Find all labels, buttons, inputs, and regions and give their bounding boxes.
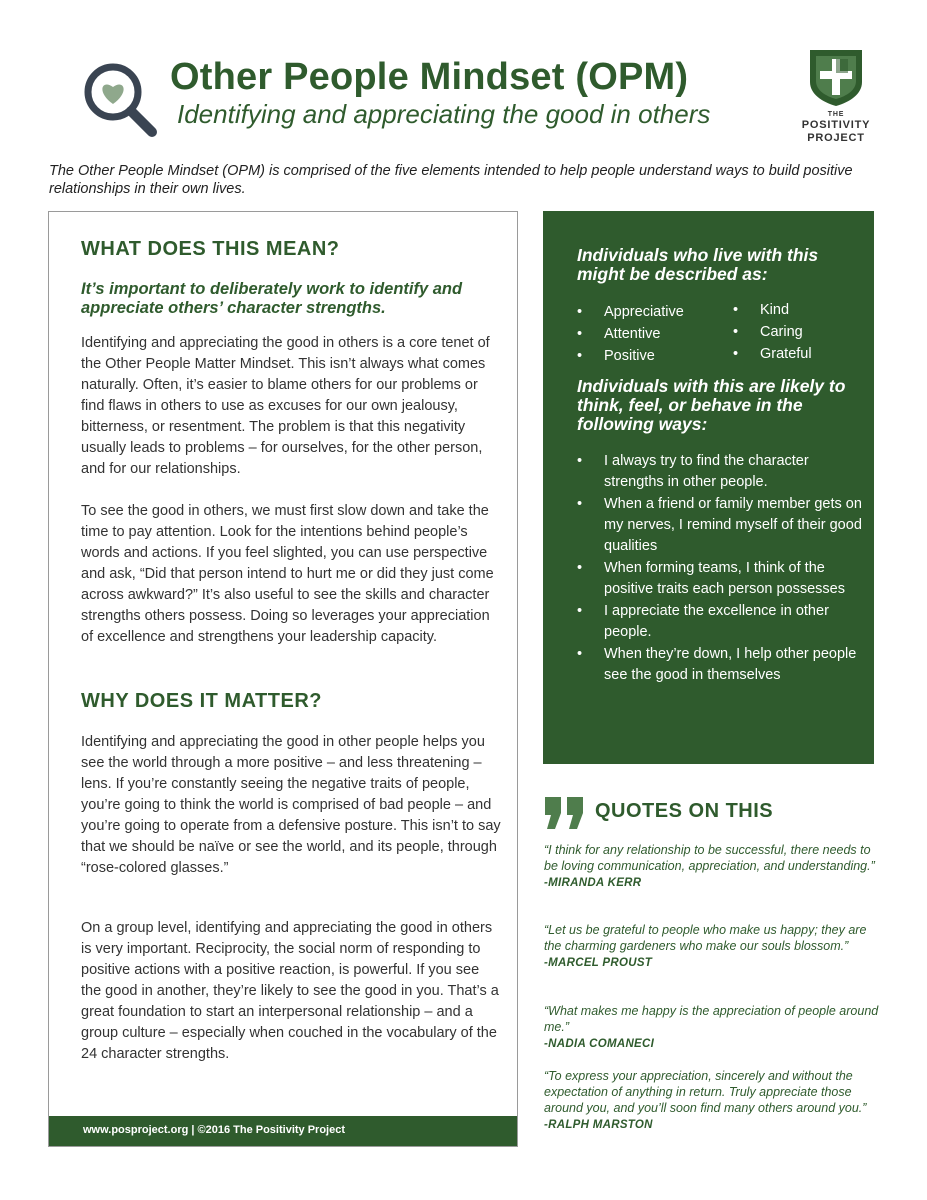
quote-item <box>544 1003 879 1052</box>
list-item: • Kind <box>733 299 812 321</box>
quote-author: -NADIA COMANECI <box>544 1038 655 1050</box>
quote-text: “To express your appreciation, sincerely and without the expectation of anything in return. Truly appreciate those around you, and you’ll soon find many others around you.” <box>544 1069 867 1115</box>
list-item: • When a friend or family member gets on my nerves, I remind myself of their good qualities <box>577 494 867 557</box>
logo-the: THE <box>827 111 845 118</box>
footer-text: www.posproject.org | ©2016 The Positivity Project <box>83 1124 346 1136</box>
traits-list-col2 <box>733 299 812 365</box>
paragraph-2: To see the good in others, we must first slow down and take the time to pay attention. Look for the intentions behind people’s words and actions. If you feel slighted, you can use perspective and ask, “Did that person intend to hurt me or did they just come across awkward?” It’s also useful to see the skills and character strengths others possess. Doing so leverages your appreciation of excellence and strengthens your leadership capacity. <box>81 503 494 645</box>
quote-item <box>544 1068 879 1133</box>
list-item: • When they’re down, I help other people see the good in themselves <box>577 644 867 686</box>
positivity-project-logo <box>790 46 882 152</box>
left-panel <box>48 211 518 1147</box>
list-item: • When forming teams, I think of the positive traits each person possesses <box>577 558 867 600</box>
list-item: • Appreciative <box>577 301 684 323</box>
list-item: • Attentive <box>577 323 684 345</box>
quotes-heading: QUOTES ON THIS <box>595 800 774 822</box>
quote-text: “I think for any relationship to be successful, there needs to be loving communication, appreciation, and understanding.” <box>544 843 875 873</box>
page-subtitle: Identifying and appreciating the good in others <box>177 99 711 129</box>
page-title: Other People Mindset (OPM) <box>170 56 689 98</box>
intro-text: The Other People Mindset (OPM) is comprised of the five elements intended to help people understand ways to build positive relationships in their own lives. <box>49 163 853 197</box>
quote-author: -MIRANDA KERR <box>544 877 642 889</box>
list-item: • I always try to find the character strengths in other people. <box>577 451 867 493</box>
logo-wordmark <box>790 110 882 145</box>
quote-text: “Let us be grateful to people who make us happy; they are the charming gardeners who make our souls blossom.” <box>544 923 867 953</box>
paragraph-3: Identifying and appreciating the good in other people helps you see the world through a more positive – and less threatening – lens. If you’re constantly seeing the negative traits of people, you’re going to think the world is comprised of bad people – and you’re going to operate from a defensive posture. This isn’t to say that we should be naïve or see the world, and its people, through “rose-colored glasses.” <box>81 734 501 876</box>
quote-item <box>544 842 879 891</box>
logo-line1: POSITIVITY <box>801 119 871 131</box>
quote-marks-icon <box>543 795 587 831</box>
quote-author: -RALPH MARSTON <box>544 1119 653 1131</box>
why-heading: WHY DOES IT MATTER? <box>81 690 322 712</box>
behaviors-list <box>577 451 867 687</box>
list-item: • Grateful <box>733 343 812 365</box>
quote-item <box>544 922 879 971</box>
footer-bar <box>49 1116 517 1146</box>
traits-list-col1 <box>577 301 684 367</box>
paragraph-4: On a group level, identifying and appreciating the good in others is very important. Reciprocity, the social norm of responding to positive actions with a positive reaction, is powerful. If you see the good in another, they’re likely to see the good in you. That’s a great foundation to start an interpersonal relationship – and a group culture – especially when couched in the vocabulary of the 24 character strengths. <box>81 920 499 1062</box>
list-item: • I appreciate the excellence in other people. <box>577 601 867 643</box>
logo-line2: PROJECT <box>807 132 865 144</box>
traits-heading: Individuals who live with this might be described as: <box>577 245 819 284</box>
lead-statement: It’s important to deliberately work to identify and appreciate others’ character strengths. <box>81 280 463 317</box>
paragraph-1: Identifying and appreciating the good in others is a core tenet of the Other People Matter Mindset. This isn’t always what comes naturally. Often, it’s easier to blame others for our problems or find flaws in others to use as excuses for our own jealousy, bitterness, or resentment. The problem is that this negativity usually leads to problems – for ourselves, for the other person, and for our relationships. <box>81 335 490 477</box>
magnifier-heart-icon <box>80 60 160 140</box>
quote-author: -MARCEL PROUST <box>544 957 653 969</box>
traits-box <box>543 211 874 764</box>
what-heading: WHAT DOES THIS MEAN? <box>81 238 340 260</box>
list-item: • Positive <box>577 345 684 367</box>
list-item: • Caring <box>733 321 812 343</box>
behaviors-heading: Individuals with this are likely to think, feel, or behave in the following ways: <box>577 376 846 434</box>
quote-text: “What makes me happy is the appreciation of people around me.” <box>544 1004 879 1034</box>
shield-plus-icon <box>806 46 866 108</box>
